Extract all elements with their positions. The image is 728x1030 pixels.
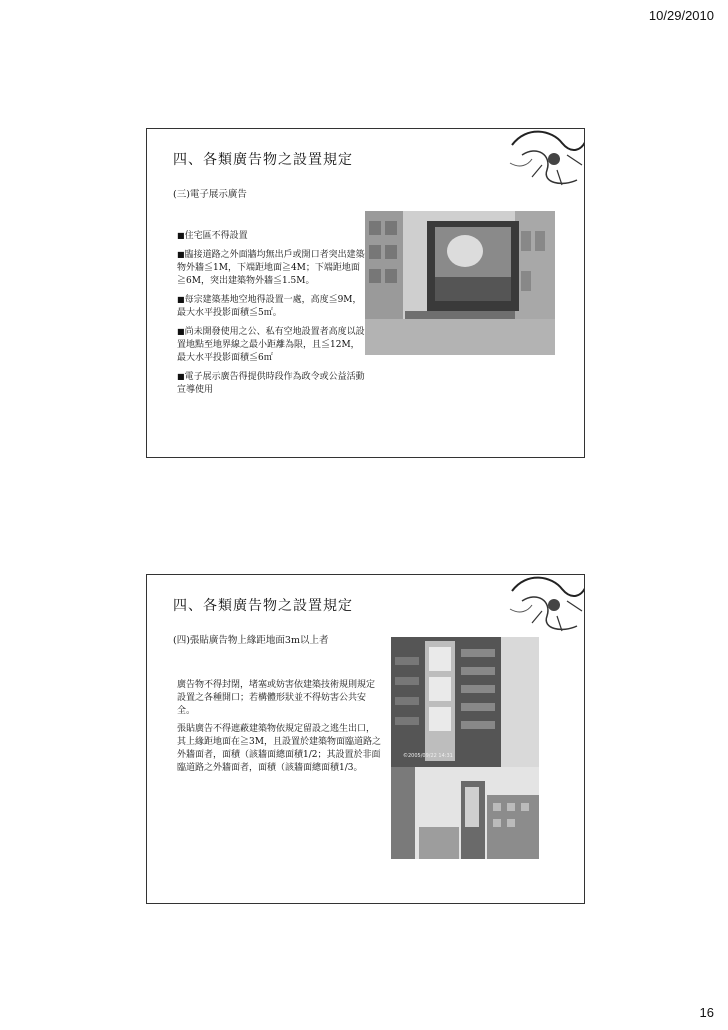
slide-title: 四、各類廣告物之設置規定 xyxy=(173,598,353,614)
slide-subtitle: (三)電子展示廣告 xyxy=(173,189,247,200)
slide-1 xyxy=(146,128,585,458)
bullet-item: ■ 電子展示廣告得提供時段作為政令或公益活動宣導使用 xyxy=(177,370,367,397)
street-signs-photo xyxy=(391,767,539,859)
page-number: 16 xyxy=(699,1005,714,1020)
slide-2 xyxy=(146,574,585,904)
slide-subtitle: (四)張貼廣告物上緣距地面3m以上者 xyxy=(173,635,329,646)
paragraph: 張貼廣告不得遮蔽建築物依規定留設之逃生出口，其上緣距地面在≧3M，且設置於建築物面臨道路之外牆面者，面積（該牆面總面積1/2；其設置於非面臨道路之外牆面者，面積（該牆面總面積1/3。 xyxy=(177,724,381,773)
bullet-item: ■ 住宅區不得設置 xyxy=(177,229,367,243)
bullet-item: ■ 尚未開發使用之公、私有空地設置者高度以設置地點至地界線之最小距離為限，且≦12M，最大水平投影面積≦6㎡ xyxy=(177,325,367,365)
slide-body xyxy=(177,229,367,402)
header-date: 10/29/2010 xyxy=(648,8,714,23)
bullet-item: ■ 每宗建築基地空地得設置一處，高度≦9M，最大水平投影面積≦5㎡。 xyxy=(177,293,367,320)
bullet-item: ■ 臨接道路之外面牆均無出戶或開口者突出建築物外牆≦1M，下端距地面≧4M；下端距地面≧6M，突出建築物外牆≦1.5M。 xyxy=(177,248,367,288)
photo-timestamp: ©2005/09/22 14:31 xyxy=(403,753,453,759)
paragraph: 廣告物不得封閉，堵塞或妨害依建築技術規則規定設置之各種開口；若構體形狀並不得妨害公共安全。 xyxy=(177,680,376,716)
building-signage-photo xyxy=(391,637,539,767)
building-image xyxy=(391,637,539,767)
led-billboard-photo xyxy=(365,211,555,355)
slide-body xyxy=(177,679,383,780)
slide-title: 四、各類廣告物之設置規定 xyxy=(173,152,353,168)
dragon-ornament-icon xyxy=(502,128,585,195)
dragon-ornament-icon xyxy=(502,574,585,641)
